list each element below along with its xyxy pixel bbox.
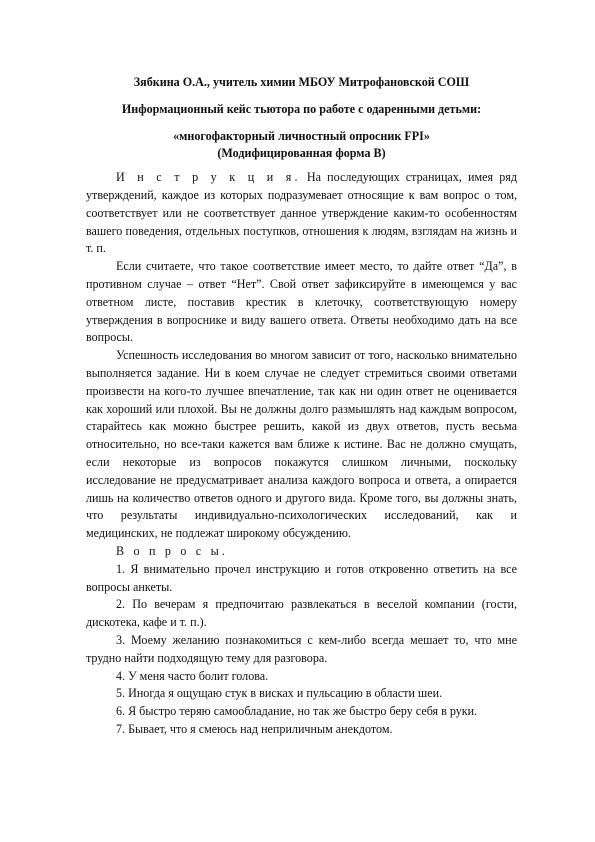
instruction-paragraph-1-text: На последующих страницах, имея ряд утверждений, каждое из которых подразумевает относящие к вам вопрос о том, соответствует или не соответствует данное утверждение каким-то особенностям вашего поведения, отдельных поступков, отношения к людям, взглядам на жизнь и т. п. [86,170,517,256]
question-item: 4. У меня часто болит голова. [116,668,269,683]
question-item: 7. Бывает, что я смеюсь над неприличным анекдотом. [116,721,393,736]
instruction-paragraph-3: Успешность исследования во многом зависит от того, насколько внимательно выполняется задание. Ни в коем случае не следует стремиться своими ответами произвести на кого-то лучшее впечатление, так как ни один ответ не оценивается как хороший или плохой. Вы не должны долго размышлять над каждым вопросом, старайтесь как можно быстрее решить, какой из двух ответов, пусть весьма относительно, но все-таки кажется вам ближе к истине. Вас не должно смущать, если некоторые из вопросов покажутся слишком личными, поскольку исследование не предусматривает анализа каждого вопроса и ответа, а опирается лишь на количество ответов одного и другого вида. Кроме того, вы должны знать, что результаты индивидуально-психологических исследований, как и медицинских, не подлежат широкому обсуждению. [86,348,517,541]
questionnaire-title: «многофакторный личностный опросник FPI» [173,128,430,143]
questions-heading: В о п р о с ы. [116,543,229,558]
author-line: Зябкина О.А., учитель химии МБОУ Митрофановской СОШ [133,75,470,89]
instruction-paragraph-1 [86,169,517,258]
question-item: 1. Я внимательно прочел инструкцию и готов откровенно ответить на все вопросы анкеты. [86,561,517,594]
questions-heading-line [86,543,517,561]
page-content [86,74,517,739]
instruction-paragraph-2: Если считаете, что такое соответствие имеет место, то дайте ответ “Да”, в противном случае – ответ “Нет”. Свой ответ зафиксируйте в имеющемся у вас ответном листе, поставив крестик в клеточку, соответствующую номеру утверждения в вопроснике и виду вашего ответа. Ответы необходимо дать на все вопросы. [86,259,517,345]
case-title: Информационный кейс тьютора по работе с одаренными детьми: [121,101,482,116]
question-item: 2. По вечерам я предпочитаю развлекаться в веселой компании (гости, дискотека, кафе и т. п.). [86,597,517,630]
instruction-heading: И н с т р у к ц и я. [116,170,301,185]
question-item: 5. Иногда я ощущаю стук в висках и пульсацию в области шеи. [116,686,443,701]
question-item: 3. Моему желанию познакомиться с кем-либо всегда мешает то, что мне трудно найти подходящую тему для разговора. [86,632,517,665]
form-subtitle: (Модифицированная форма В) [217,146,386,161]
question-item: 6. Я быстро теряю самообладание, но так же быстро беру себя в руки. [116,704,478,719]
